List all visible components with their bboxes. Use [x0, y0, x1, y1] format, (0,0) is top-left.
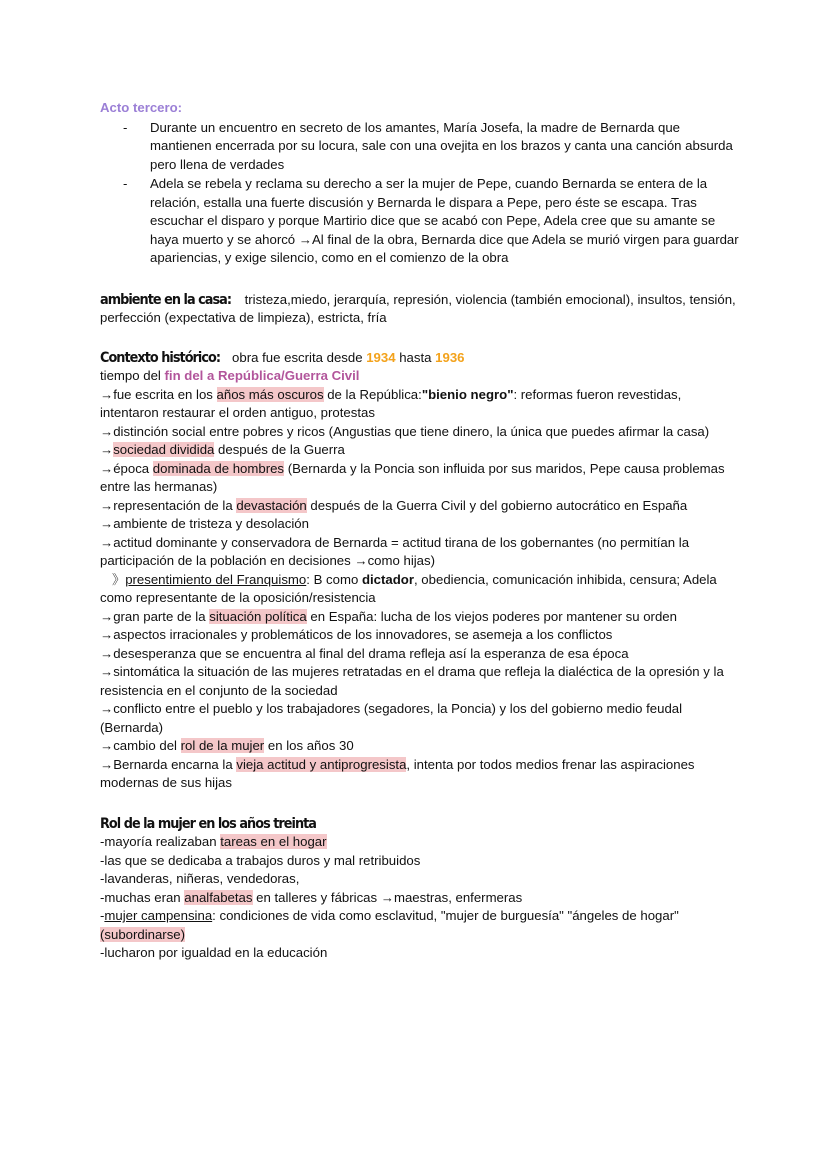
- text-run: en talleres y fábricas →maestras, enfermeras: [252, 889, 523, 905]
- text-run: , intenta por todos medios frenar las aspiraciones modernas de sus hijas: [100, 756, 695, 790]
- rol-line: -lavanderas, niñeras, vendedoras,: [100, 871, 300, 886]
- highlight: situación política: [209, 608, 307, 624]
- rol-line: [100, 833, 740, 852]
- text-run: después de la Guerra Civil y del gobierno autocrático en España: [306, 497, 688, 513]
- text-run: en los años 30: [264, 738, 354, 753]
- contexto-line: [100, 367, 740, 386]
- rol-mujer-title: Rol de la mujer en los años treinta: [100, 814, 317, 832]
- contexto-title: Contexto histórico:: [100, 348, 221, 366]
- text-run: : reformas fueron revestidas, intentaron restaurar el orden antiguo, protestas: [100, 386, 682, 420]
- contexto-line: [100, 386, 740, 423]
- contexto-line: →actitud dominante y conservadora de Bernarda = actitud tirana de los gobernantes (no permitían la participación de la población en decisiones →como hijas): [100, 534, 690, 568]
- ambiente-text: tristeza,miedo, jerarquía, represión, violencia (también emocional), insultos, tensión, perfección (expectativa de limpieza), estricta, fría: [100, 291, 736, 325]
- list-item-text: Adela se rebela y reclama su derecho a ser la mujer de Pepe, cuando Bernarda se entera de la relación, estalla una fuerte discusión y Bernarda le dispara a Pepe, pero éste se escapa. Tras escuchar el disparo y porque Martirio dice que se acabó con Pepe, Adela cree que su amante se haya muerto y se ahorcó →Al final de la obra, Bernarda dice que Adela se murió virgen para guardar apariencias, y exige silencio, como en el comienzo de la obra: [150, 176, 739, 265]
- ambiente-title: ambiente en la casa:: [100, 290, 232, 308]
- text-run: -muchas eran: [100, 889, 185, 905]
- text-run: -: [100, 908, 105, 923]
- contexto-line: [100, 571, 740, 608]
- contexto-line: →desesperanza que se encuentra al final del drama refleja así la esperanza de esa época: [100, 645, 629, 661]
- underlined-term: presentimiento del Franquismo: [125, 571, 307, 587]
- contexto-line: [100, 608, 740, 627]
- text-run: : B como: [306, 571, 362, 587]
- notes-content: [100, 99, 740, 963]
- text-run: después de la Guerra: [214, 442, 345, 457]
- acto-tercero-heading: Acto tercero:: [100, 100, 183, 115]
- rol-line: [100, 889, 740, 908]
- rol-mujer-section: [100, 815, 740, 963]
- rol-line: -lucharon por igualdad en la educación: [100, 945, 328, 960]
- text-run: →época: [100, 460, 153, 476]
- highlight: (subordinarse): [100, 926, 186, 942]
- text-run: tiempo del: [100, 368, 165, 383]
- acto-tercero-section: [100, 99, 740, 268]
- underlined-term: mujer campensina: [104, 908, 213, 923]
- contexto-line: [100, 737, 740, 756]
- contexto-line: [100, 423, 740, 460]
- contexto-line: [100, 756, 740, 793]
- ambiente-section: [100, 291, 740, 328]
- contexto-section: [100, 349, 740, 793]
- list-item: [100, 175, 740, 268]
- list-item-text: Durante un encuentro en secreto de los amantes, María Josefa, la madre de Bernarda que mantienen encerrada por su locura, sale con una ovejita en los brazos y canta una canción absurda pero llena de verdades: [150, 119, 733, 172]
- text-run: de la República:: [323, 386, 422, 402]
- highlight: vieja actitud y antiprogresista: [236, 756, 407, 772]
- bracket-symbol: 》: [112, 571, 126, 587]
- year-start: 1934: [366, 349, 396, 365]
- text-run: en España: lucha de los viejos poderes por mantener su orden: [306, 608, 677, 624]
- rol-line: -las que se dedicaba a trabajos duros y mal retribuidos: [100, 852, 421, 868]
- text-run: →representación de la: [100, 497, 237, 513]
- contexto-line: →conflicto entre el pueblo y los trabajadores (segadores, la Poncia) y los del gobierno medio feudal (Bernarda): [100, 701, 683, 735]
- year-end: 1936: [435, 349, 465, 365]
- contexto-line: [100, 497, 740, 516]
- contexto-line: →ambiente de tristeza y desolación: [100, 516, 309, 531]
- contexto-line: →sintomática la situación de las mujeres retratadas en el drama que refleja la dialéctica de la opresión y la resistencia en el conjunto de la sociedad: [100, 664, 724, 698]
- bold-term: dictador: [361, 571, 414, 587]
- rol-line: [100, 907, 740, 944]
- text-run: →distinción social entre pobres y ricos (Angustias que tiene dinero, la única que puedes afirmar la casa) →: [100, 423, 710, 457]
- highlight: analfabetas: [184, 889, 253, 905]
- highlight: rol de la mujer: [180, 738, 265, 753]
- contexto-line: [100, 460, 740, 497]
- list-item: [100, 119, 740, 175]
- text-run: →cambio del: [100, 738, 181, 753]
- text-run: -mayoría realizaban: [100, 834, 221, 849]
- text-run: , obediencia, comunicación inhibida, censura; Adela como representante de la oposición/resistencia: [100, 571, 717, 605]
- text-run: →fue escrita en los: [100, 386, 217, 402]
- acto-tercero-list: [100, 119, 740, 268]
- contexto-line: →aspectos irracionales y problemáticos de los innovadores, se asemeja a los conflictos: [100, 627, 613, 642]
- highlight: devastación: [236, 497, 307, 513]
- dash-bullet: -: [123, 119, 128, 135]
- highlight: años más oscuros: [216, 386, 324, 402]
- contexto-heading-line: [100, 349, 740, 368]
- highlight: sociedad dividida: [113, 442, 215, 457]
- highlight: tareas en el hogar: [220, 834, 327, 849]
- period-label: fin del a República/Guerra Civil: [164, 368, 360, 383]
- dash-bullet: -: [123, 176, 128, 191]
- text-run: →gran parte de la: [100, 608, 210, 624]
- text-run: : condiciones de vida como esclavitud, "mujer de burguesía" "ángeles de hogar": [212, 908, 679, 923]
- text-run: →Bernarda encarna la: [100, 756, 237, 772]
- contexto-intro: obra fue escrita desde: [228, 349, 367, 365]
- bold-term: "bienio negro": [421, 386, 514, 402]
- text-run: (Bernarda y la Poncia son influida por sus maridos, Pepe causa problemas entre las hermanas): [100, 460, 725, 494]
- contexto-intro-b: hasta: [395, 349, 436, 365]
- highlight: dominada de hombres: [152, 460, 285, 476]
